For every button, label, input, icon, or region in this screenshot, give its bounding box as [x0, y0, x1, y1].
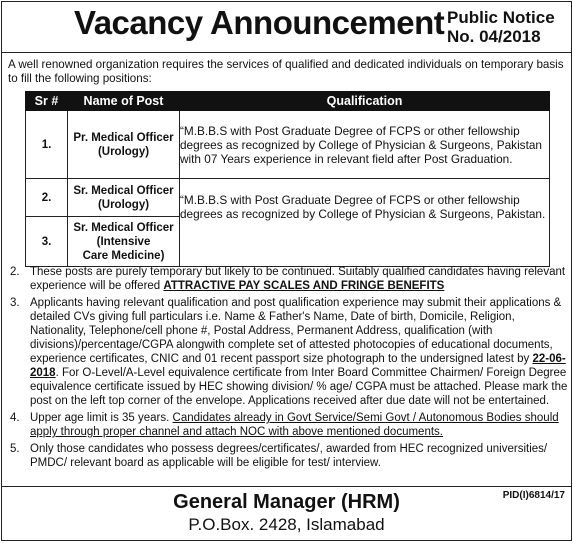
- post-name: Pr. Medical Officer: [73, 131, 174, 144]
- footer-divider: [2, 486, 571, 487]
- notice-label: Public Notice: [447, 8, 555, 27]
- row-qualification: “M.B.B.S with Post Graduate Degree of FCPS or other fellowship degrees as recognized by College of Physician & Surgeons, Pakistan with 07 Years experience in relevant field after Post Graduation.: [180, 111, 550, 179]
- intro-text: A well renowned organization requires the services of qualified and dedicated individuals on temporary basis to fill the following positions:: [8, 58, 564, 85]
- positions-table: [25, 91, 550, 267]
- postal-address: P.O.Box. 2428, Islamabad: [188, 515, 385, 534]
- row-post: [68, 111, 180, 179]
- item-number: 4.: [10, 412, 20, 424]
- terms-list: [8, 265, 568, 470]
- advertisement: [1, 1, 572, 541]
- col-qualification: Qualification: [180, 92, 550, 111]
- item-text: Applicants having relevant qualification and post qualification experience may submit their applications & detailed CVs giving full particulars i.e. Name & Father's Name, Date of birth, Domicile, Religion, Nationality, Telephone/cell phone #, Postal Address, Permanent Address, qualification (with divisions)/percentage/CGPA alongwith complete set of attested photocopies of educational documents, experience certificates, CNIC and 01 recent passport size photograph to the undersigned latest by: [30, 297, 562, 365]
- govt-service-note: Candidates already in Govt Service/Semi Govt / Autonomous Bodies should apply through proper channel and attach NOC with above mentioned documents.: [30, 412, 559, 438]
- list-item: [8, 411, 568, 439]
- list-item: [8, 265, 568, 293]
- row-sr: 2.: [26, 179, 68, 217]
- item-text: These posts are purely temporary but likely to be continued. Suitably qualified candidates having relevant experience will be offered: [30, 266, 566, 292]
- post-specialty-cont: Care Medicine): [82, 249, 165, 262]
- pid-number: PID(I)6814/17: [502, 490, 565, 501]
- item-text: Upper age limit is 35 years.: [30, 412, 173, 424]
- post-name: Sr. Medical Officer: [73, 184, 174, 197]
- post-name: Sr. Medical Officer: [73, 221, 174, 234]
- post-specialty: (Urology): [97, 198, 150, 211]
- row-post: [68, 179, 180, 217]
- item-number: 2.: [10, 266, 20, 278]
- col-sr: Sr #: [26, 92, 68, 111]
- pay-scales-highlight: ATTRACTIVE PAY SCALES AND FRINGE BENEFITS: [163, 280, 445, 292]
- item-text-cont: . For O-Level/A-Level equivalence certificate from Inter Board Committee Chairmen/ Foreign Degree equivalence certificate issued by HEC showing division/ % age/ CGPA must be attached. Please mark the post on the left top corner of the envelope. Applications received after due date will not be entertained.: [30, 367, 568, 407]
- item-number: 3.: [10, 297, 20, 309]
- post-specialty: (Intensive: [96, 235, 151, 248]
- item-number: 5.: [10, 443, 20, 455]
- table-row: [26, 111, 550, 179]
- row-sr: 1.: [26, 111, 68, 179]
- table-header-row: [26, 92, 550, 111]
- deadline-date: 22-06-2018: [30, 353, 566, 379]
- signatory: General Manager (HRM): [173, 491, 400, 513]
- public-notice: [447, 8, 555, 46]
- header-divider: [2, 52, 571, 53]
- post-specialty: (Urology): [97, 145, 150, 158]
- item-text: Only those candidates who possess degrees/certificates/, awarded from HEC recognized universities/ PMDC/ relevant board as applicable will be eligible for test/ interview.: [30, 443, 548, 469]
- row-sr: 3.: [26, 217, 68, 267]
- notice-number: No. 04/2018: [447, 27, 541, 46]
- list-item: [8, 442, 568, 470]
- shared-qualification: “M.B.B.S with Post Graduate Degree of FCPS or other fellowship degrees as recognized by College of Physician & Surgeons, Pakistan.: [180, 179, 550, 267]
- list-item: [8, 296, 568, 408]
- table-row: [26, 179, 550, 217]
- header: [2, 2, 571, 52]
- col-post: Name of Post: [68, 92, 180, 111]
- row-post: [68, 217, 180, 267]
- page-title: Vacancy Announcement: [74, 4, 445, 41]
